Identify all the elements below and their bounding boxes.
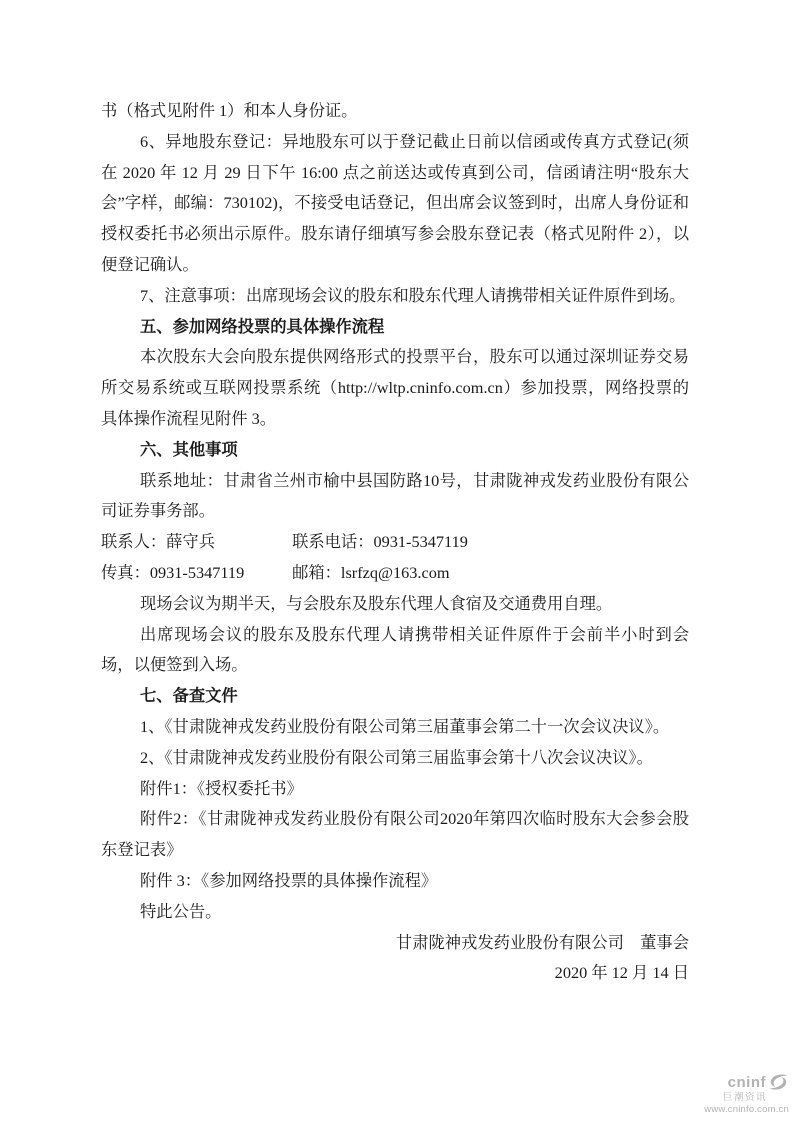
para-meeting-duration: 现场会议为期半天，与会股东及股东代理人食宿及交通费用自理。: [140, 593, 613, 613]
heading-section-six: 六、其他事项: [140, 440, 238, 459]
contact-fax: 传真：0931-5347119: [101, 562, 245, 582]
para-hereby-announced: 特此公告。: [140, 901, 222, 921]
signoff-date: 2020 年 12 月 14 日: [554, 963, 689, 983]
cninfo-url: www.cninfo.com.cn: [704, 1103, 789, 1115]
contact-row-fax-email: [101, 558, 689, 589]
contact-row-person-phone: [101, 527, 689, 558]
contact-phone: 联系电话：0931-5347119: [292, 532, 468, 552]
para-attachment-1: 附件1：《授权委托书》: [140, 778, 303, 798]
para-attendance-notice: 出席现场会议的股东及股东代理人请携带相关证件原件于会前半小时到会场，以便签到入场。: [101, 624, 689, 675]
document-body: [101, 96, 689, 989]
para-attachment-3: 附件 3：《参加网络投票的具体操作流程》: [140, 870, 438, 890]
cninfo-watermark: [704, 1073, 789, 1114]
cninfo-brand-row: [704, 1073, 789, 1091]
para-online-voting: 本次股东大会向股东提供网络形式的投票平台，股东可以通过深圳证券交易所交易系统或互联网投票系统（http://wltp.cninfo.com.cn）参加投票，网络投票的具体操作流程见附件 3。: [101, 347, 689, 428]
para-notes: 7、注意事项：出席现场会议的股东和股东代理人请携带相关证件原件到场。: [140, 285, 686, 305]
heading-section-seven: 七、备查文件: [140, 687, 238, 706]
para-attachment-2: 附件2：《甘肃陇神戎发药业股份有限公司2020年第四次临时股东大会参会股东登记表》: [101, 809, 689, 860]
para-remote-shareholder-registration: 6、异地股东登记：异地股东可以于登记截止日前以信函或传真方式登记(须在 2020 年 12 月 29 日下午 16:00 点之前送达或传真到公司，信函请注明“股东大会”字样，邮编：730102)，不接受电话登记，但出席会议签到时，出席人身份证和授权委托书必须出示原件。股东请仔细填写参会股东登记表（格式见附件 2），以便登记确认。: [101, 131, 689, 274]
cninfo-brand-chinese: 巨潮资讯: [722, 1092, 767, 1103]
heading-section-five: 五、参加网络投票的具体操作流程: [140, 317, 385, 336]
para-reference-doc-1: 1、《甘肃陇神戎发药业股份有限公司第三届董事会第二十一次会议决议》。: [140, 716, 670, 736]
para-continuation: 书（格式见附件 1）和本人身份证。: [101, 101, 358, 120]
contact-email: 邮箱：lsrfzq@163.com: [292, 562, 450, 582]
contact-person: 联系人：薛守兵: [101, 532, 215, 552]
para-reference-doc-2: 2、《甘肃陇神戎发药业股份有限公司第三届监事会第十八次会议决议》。: [140, 747, 653, 767]
cninfo-swirl-icon: [768, 1073, 789, 1091]
cninfo-brand-text: cninf: [727, 1073, 766, 1091]
signoff-company-board: 甘肃陇神戎发药业股份有限公司 董事会: [395, 932, 689, 952]
para-contact-address: 联系地址：甘肃省兰州市榆中县国防路10号，甘肃陇神戎发药业股份有限公司证券事务部。: [101, 470, 689, 521]
